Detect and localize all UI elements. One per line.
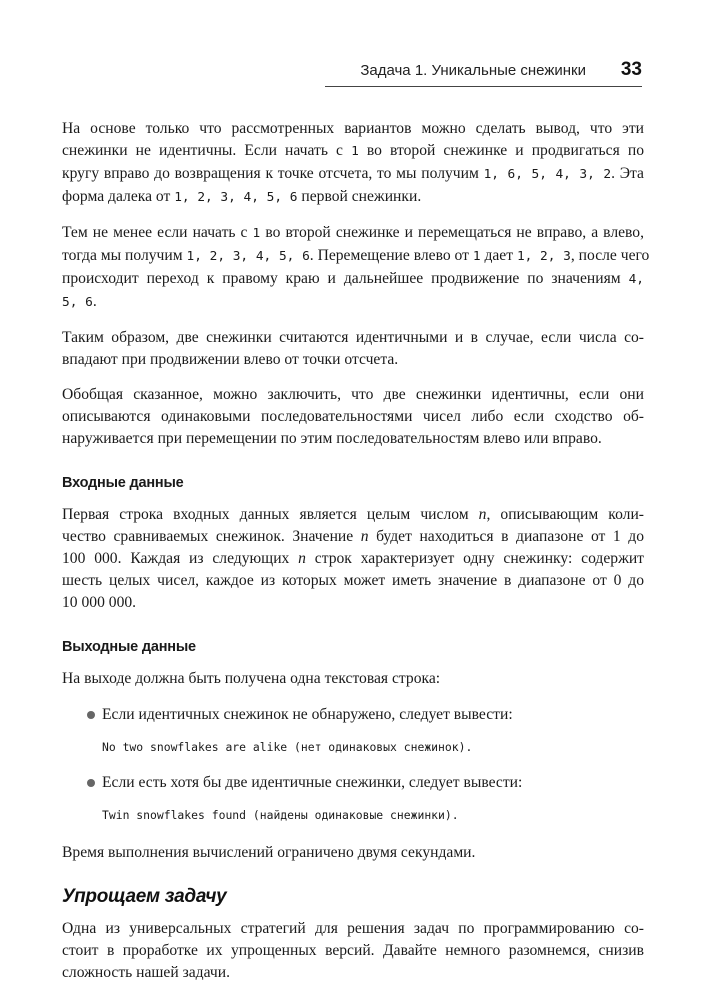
italic-variable: n	[360, 528, 369, 545]
text-line: форма далека от 1, 2, 3, 4, 5, 6 первой снежинки.	[62, 188, 422, 205]
text-line: происходит переход к правому краю и дальнейшее продвижение по значениям 4,	[62, 270, 644, 287]
text-line: стоит в проработке их упрощенных версий. Давайте немного разомнемся, снизив	[62, 942, 644, 959]
bullet-dot-icon	[87, 711, 95, 719]
inline-code: 4,	[628, 272, 644, 287]
inline-code: 1, 2, 3	[516, 249, 571, 264]
inline-code: 1	[252, 226, 261, 241]
text-line: 5, 6.	[62, 293, 97, 310]
text-line: сложность нашей задачи.	[62, 964, 230, 981]
text-line: шесть целых чисел, каждое из которых может иметь значение в диапазоне от 0 до	[62, 572, 644, 589]
paragraph-2	[62, 222, 650, 314]
page-number: 33	[620, 59, 642, 80]
text-line: наруживается при перемещении по этим последовательностям влево или вправо.	[62, 430, 602, 447]
text-line: Обобщая сказанное, можно заключить, что две снежинки идентичны, если они	[62, 386, 644, 403]
bullet-item	[62, 704, 644, 758]
bullet-code: No two snowflakes are alike (нет одинаковых снежинок).	[102, 740, 473, 754]
italic-variable: n	[478, 506, 487, 523]
chapter-title: Задача 1. Уникальные снежинки	[360, 62, 586, 79]
inline-code: 1, 6, 5, 4, 3, 2	[483, 167, 612, 182]
text-line: На основе только что рассмотренных вариантов можно сделать вывод, что эти	[62, 120, 644, 137]
text-line: описываются одинаковыми последовательностями чисел либо если сходство об-	[62, 408, 644, 425]
running-header	[62, 61, 642, 85]
text-line: впадают при продвижении влево от точки отсчета.	[62, 351, 399, 368]
output-heading: Выходные данные	[62, 639, 196, 655]
inline-code: 5, 6	[62, 295, 93, 310]
paragraph-3	[62, 327, 644, 371]
inline-code: 1	[472, 249, 481, 264]
text-line: 100 000. Каждая из следующих n строк характеризует одну снежинку: содержит	[62, 550, 644, 567]
bullet-text: Если есть хотя бы две идентичные снежинки, следует вывести:	[102, 774, 523, 791]
inline-code: 1	[351, 144, 359, 159]
text-line: Одна из универсальных стратегий для решения задач по программированию со-	[62, 920, 644, 937]
inline-code: 1, 2, 3, 4, 5, 6	[174, 190, 298, 205]
page-body	[62, 118, 650, 997]
section-heading: Упрощаем задачу	[62, 886, 227, 907]
inline-code: 1, 2, 3, 4, 5, 6	[186, 249, 310, 264]
paragraph-1	[62, 118, 644, 209]
output-bullets	[62, 704, 644, 826]
text-line: тогда мы получим 1, 2, 3, 4, 5, 6. Перемещение влево от 1 дает 1, 2, 3, после чего	[62, 247, 650, 264]
bullet-dot-icon	[87, 779, 95, 787]
bullet-item	[62, 772, 644, 826]
text-line: 10 000 000.	[62, 594, 137, 611]
paragraph-input	[62, 504, 644, 614]
text-line: Первая строка входных данных является целым числом n, описывающим коли-	[62, 506, 644, 523]
text-line: Таким образом, две снежинки считаются идентичными и в случае, если числа со-	[62, 329, 644, 346]
text-line: чество сравниваемых снежинок. Значение n будет находиться в диапазоне от 1 до	[62, 528, 645, 545]
text-line: кругу вправо до возвращения к точке отсчета, то мы получим 1, 6, 5, 4, 3, 2. Эта	[62, 165, 644, 182]
text-line: снежинки не идентичны. Если начать с 1 во второй снежинке и продвигаться по	[62, 142, 644, 159]
paragraph-simplify	[62, 918, 644, 984]
text-line: Тем не менее если начать с 1 во второй снежинке и перемещаться не вправо, а влево,	[62, 224, 644, 241]
paragraph-4	[62, 384, 644, 450]
paragraph-output: На выходе должна быть получена одна текстовая строка:	[62, 670, 441, 687]
bullet-code: Twin snowflakes found (найдены одинаковые снежинки).	[102, 808, 459, 822]
header-rule	[325, 86, 642, 87]
input-heading: Входные данные	[62, 475, 184, 491]
bullet-text: Если идентичных снежинок не обнаружено, следует вывести:	[102, 706, 513, 723]
italic-variable: n	[298, 550, 306, 567]
paragraph-time-limit: Время выполнения вычислений ограничено двумя секундами.	[62, 844, 476, 861]
